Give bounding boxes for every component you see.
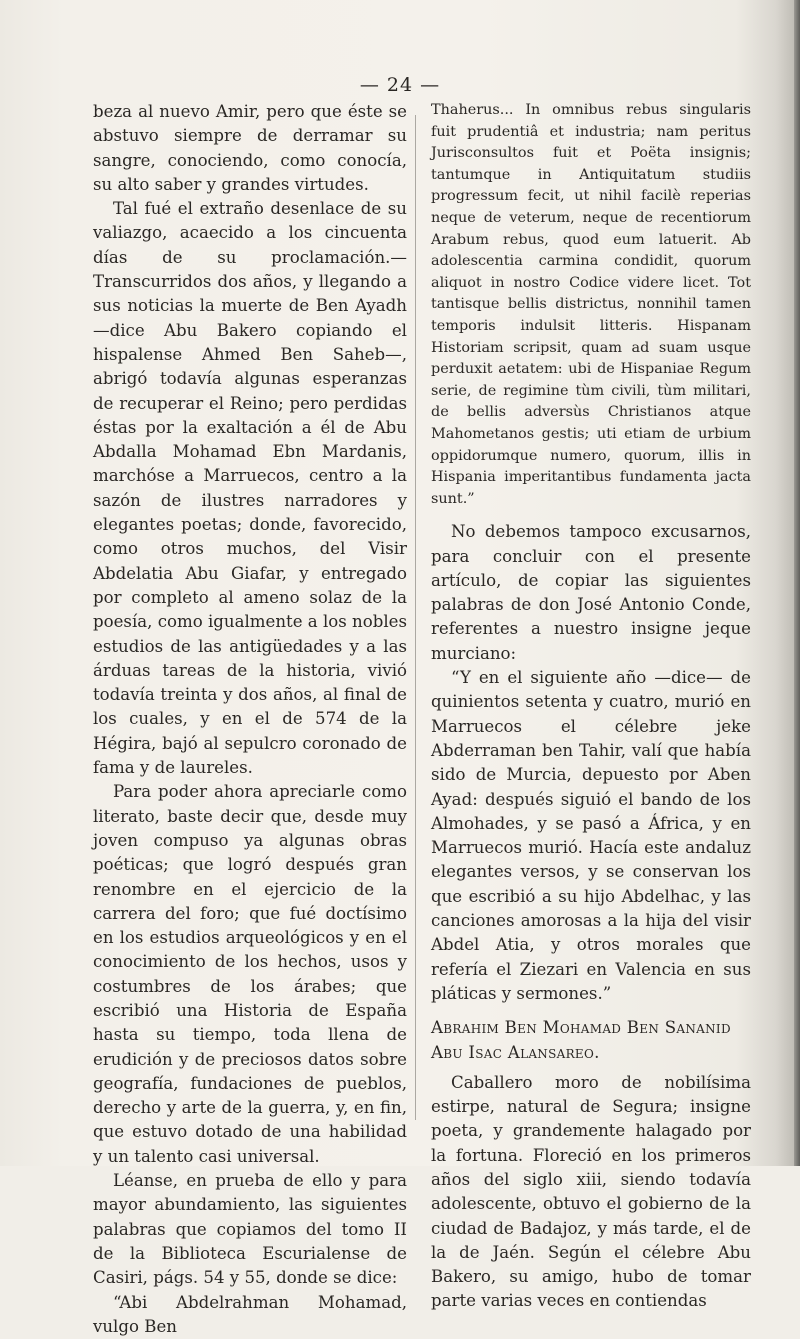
paragraph-literato: Para poder ahora apreciarle como literato, baste decir que, desde muy joven compuso ya algunas obras poéticas; que logró después gran renombre en el ejercicio de la carrera del foro; que fué doctísimo en los estudios arqueológicos y en el conocimiento de los hechos, usos y costumbres de los árabes; que escribió una Historia de España hasta su tiempo, toda llena de erudición y de preciosos datos sobre geografía, fundaciones de pueblos, derecho y arte de la guerra, y, en fin, que estuvo dotado de una habilidad y un talento casi universal. bbox=[93, 782, 407, 1166]
paragraph-caballero: Caballero moro de nobilísima estirpe, natural de Segura; insigne poeta, y grandemente halagado por la fortuna. Floreció en los primeros años del siglo xiii, siendo todavía adolescente, obtuvo el gobierno de la ciudad de Badajoz, y más tarde, el de la de Jaén. Según el célebre Abu Bakero, su amigo, hubo de tomar parte varias veces en contiendas bbox=[431, 1072, 751, 1311]
paragraph-conde-quote: “Y en el siguiente año —dice— de quinientos setenta y cuatro, murió en Marruecos el célebre jeke Abderraman ben Tahir, valí que había sido de Murcia, depuesto por Aben Ayad: después siguió el bando de los Almohades, y se pasó a África, y en Marruecos murió. Hacía este andaluz elegantes versos, y se conservan los que escribió a su hijo Abdelhac, y las canciones amorosas a la hija del visir Abdel Atia, y otros morales que refería el Ziezari en Valencia en sus pláticas y sermones.” bbox=[431, 668, 751, 1003]
latin-quote: Thaherus... In omnibus rebus singularis fuit prudentiâ et industria; nam peritus Jurisconsultos fuit et Poëta insignis; tantumque in Antiquitatum studiis progressum fecit, ut nihil facilè reperias neque de veterum, neque de recentiorum Arabum rebus, quod eum latuerit. Ab adolescentia carmina condidit, quorum aliquot in nostro Codice videre licet. Tot tantisque bellis districtus, nonnihil tamen temporis indulsit litteris. Hispanam Historiam scripsit, quam ad suam usque perduxit aetatem: ubi de Hispaniae Regum serie, de regimine tùm civili, tùm militari, de bellis adversùs Christianos atque Mahometanos gestis; uti etiam de urbium oppidorumque numero, quorum, illis in Hispania imperitantibus fundamenta jacta sunt.” bbox=[431, 102, 751, 507]
page-edge-shadow bbox=[794, 0, 800, 1166]
right-column bbox=[431, 100, 751, 1314]
paragraph-valiazgo: Tal fué el extraño desenlace de su valiazgo, acaecido a los cincuenta días de su proclamación.—Transcurridos dos años, y llegando a sus noticias la muerte de Ben Ayadh —dice Abu Bakero copiando el hispalense Ahmed Ben Saheb—, abrigó todavía algunas esperanzas de recuperar el Reino; pero perdidas éstas por la exaltación a él de Abu Abdalla Mohamad Ebn Mardanis, marchóse a Marruecos, centro a la sazón de ilustres narradores y elegantes poetas; donde, favorecido, como otros muchos, del Visir Abdelatia Abu Giafar, y entregado por completo al ameno solaz de la poesía, como igualmente a los nobles estudios de las antigüedades y a las árduas tareas de la historia, vivió todavía treinta y dos años, al final de los cuales, y en el de 574 de la Hégira, bajó al sepulcro coronado de fama y de laureles. bbox=[93, 199, 408, 778]
quote-start-line: “Abi Abdelrahman Mohamad, vulgo Ben bbox=[93, 1292, 407, 1336]
column-divider bbox=[415, 115, 416, 1120]
entry-heading-subname: Abu Isac Alansareo. bbox=[431, 1042, 600, 1062]
entry-heading-name: Abrahim Ben Mohamad Ben Sananid bbox=[431, 1018, 731, 1038]
page-number: — 24 — bbox=[359, 74, 441, 96]
paragraph-conde-intro: No debemos tampoco excusarnos, para concluir con el presente artículo, de copiar las siguientes palabras de don José Antonio Conde, referentes a nuestro insigne jeque murciano: bbox=[431, 522, 751, 663]
left-column bbox=[93, 100, 407, 1339]
paragraph-continued: beza al nuevo Amir, pero que éste se abstuvo siempre de derramar su sangre, conociendo, como conocía, su alto saber y grandes virtudes. bbox=[93, 102, 407, 194]
paragraph-leanse: Léanse, en prueba de ello y para mayor abundamiento, las siguientes palabras que copiamos del tomo II de la Biblioteca Escurialense de Casiri, págs. 54 y 55, donde se dice: bbox=[93, 1171, 407, 1288]
